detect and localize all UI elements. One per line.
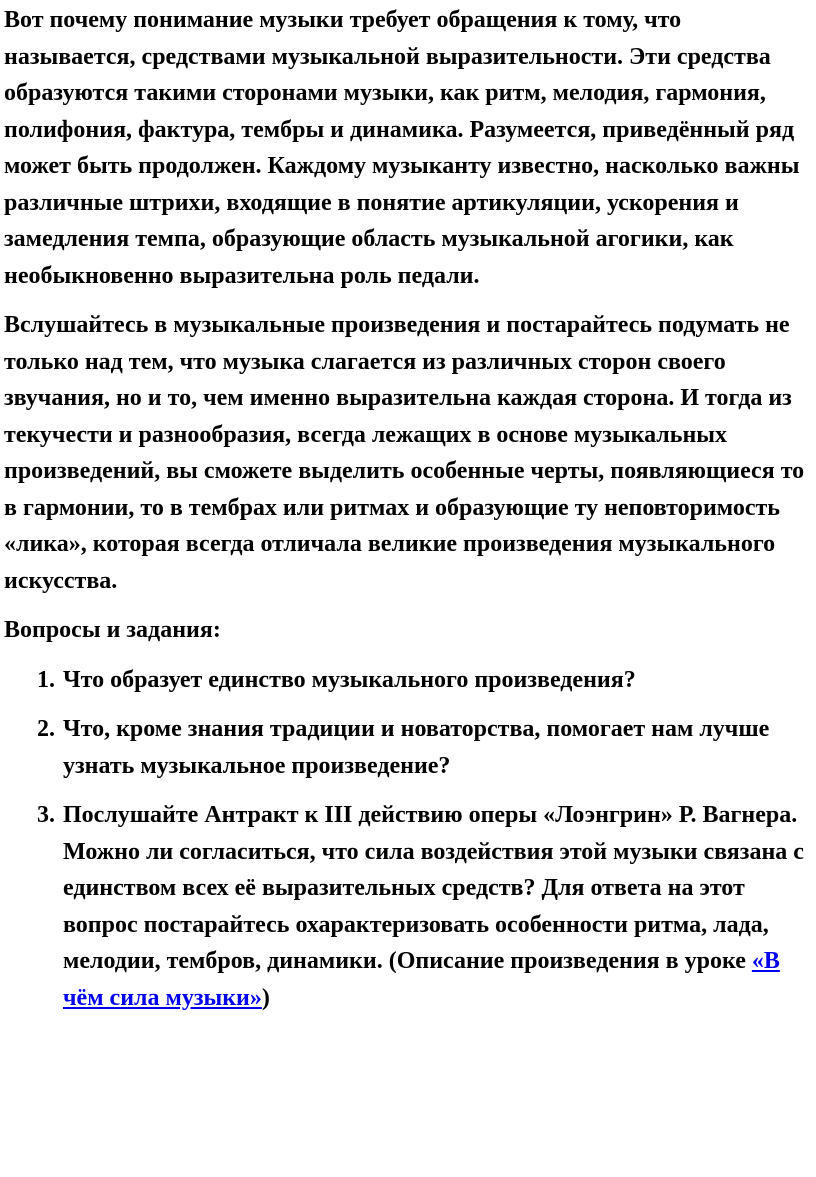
questions-list xyxy=(4,662,812,1017)
question-item-1: 1. Что образует единство музыкального произведения? xyxy=(61,662,812,699)
paragraph-1: Вот почему понимание музыки требует обращения к тому, что называется, средствами музыкальной выразительности. Эти средства образуются такими сторонами музыки, как ритм, мелодия, гармония, полифония, фактура, тембры и динамика. Разумеется, приведённый ряд может быть продолжен. Каждому музыканту известно, насколько важны различные штрихи, входящие в понятие артикуляции, ускорения и замедления темпа, образующие область музыкальной агогики, как необыкновенно выразительна роль педали. xyxy=(4,7,800,289)
paragraph-2: Вслушайтесь в музыкальные произведения и постарайтесь подумать не только над тем, что музыка слагается из различных сторон своего звучания, но и то, чем именно выразительна каждая сторона. И тогда из текучести и разнообразия, всегда лежащих в основе музыкальных произведений, вы сможете выделить особенные черты, появляющиеся то в гармонии, то в тембрах или ритмах и образующие ту неповторимость «лика», которая всегда отличала великие произведения музыкального искусства. xyxy=(4,312,805,594)
question-3-text: Послушайте Антракт к III действию оперы «Лоэнгрин» Р. Вагнера. Можно ли согласиться, что сила воздействия этой музыки связана с единством всех её выразительных средств? Для ответа на этот вопрос постарайтесь охарактеризовать особенности ритма, лада, мелодии, тембров, динамики. (Описание произведения в уроке xyxy=(63,802,804,974)
question-3-closing: ) xyxy=(261,984,270,1011)
question-item-3 xyxy=(61,797,812,1016)
document-page xyxy=(4,2,812,1029)
lesson-link[interactable]: «В чём сила музыки» xyxy=(63,948,780,1011)
questions-heading: Вопросы и задания: xyxy=(4,617,221,643)
question-item-2: 2. Что, кроме знания традиции и новаторства, помогает нам лучше узнать музыкальное произведение? xyxy=(61,711,812,784)
